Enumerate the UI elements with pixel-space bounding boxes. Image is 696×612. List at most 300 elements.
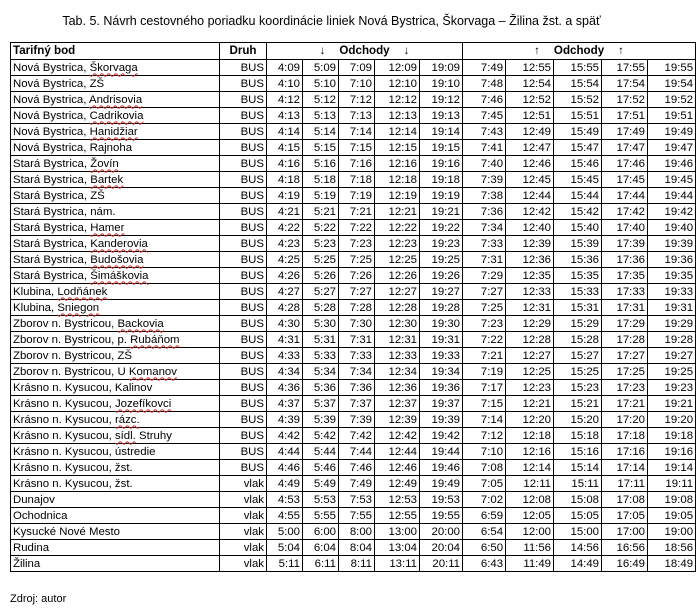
departure-time-return: 15:52 (554, 92, 602, 108)
departure-time-return: 19:55 (648, 60, 696, 76)
departure-time-outbound: 19:14 (420, 124, 463, 140)
departure-time-outbound: 7:23 (339, 236, 375, 252)
departure-time-outbound: 4:26 (267, 268, 303, 284)
departure-time-outbound: 4:14 (267, 124, 303, 140)
table-row (11, 172, 696, 188)
departure-time-return: 7:38 (463, 188, 506, 204)
table-row (11, 284, 696, 300)
transport-kind: BUS (220, 60, 267, 76)
departure-time-return: 17:25 (602, 364, 648, 380)
transport-kind: BUS (220, 252, 267, 268)
stop-name: Nová Bystrica, Cadrikovia (11, 108, 220, 124)
departure-time-return: 15:36 (554, 252, 602, 268)
departure-time-outbound: 12:19 (375, 188, 420, 204)
departure-time-return: 15:28 (554, 332, 602, 348)
departure-time-outbound: 19:25 (420, 252, 463, 268)
departure-time-return: 17:54 (602, 76, 648, 92)
departure-time-return: 7:02 (463, 492, 506, 508)
departure-time-return: 17:35 (602, 268, 648, 284)
departure-time-outbound: 4:12 (267, 92, 303, 108)
departure-time-return: 19:29 (648, 316, 696, 332)
departure-time-return: 19:51 (648, 108, 696, 124)
departure-time-return: 7:10 (463, 444, 506, 460)
stop-name: Krásno n. Kysucou, rázc. (11, 412, 220, 428)
departure-time-return: 19:39 (648, 236, 696, 252)
stop-name: Krásno n. Kysucou, Jozefíkovci (11, 396, 220, 412)
departure-time-outbound: 5:39 (303, 412, 339, 428)
departure-time-outbound: 4:31 (267, 332, 303, 348)
departure-time-outbound: 4:21 (267, 204, 303, 220)
header-departures-return (463, 43, 696, 60)
table-row (11, 556, 696, 572)
departure-time-outbound: 12:36 (375, 380, 420, 396)
departure-time-return: 12:45 (506, 172, 554, 188)
departure-time-return: 12:52 (506, 92, 554, 108)
stop-name: Nová Bystrica, Rajnoha (11, 140, 220, 156)
departure-time-return: 19:20 (648, 412, 696, 428)
departure-time-return: 12:00 (506, 524, 554, 540)
departure-time-return: 7:23 (463, 316, 506, 332)
departure-time-return: 12:40 (506, 220, 554, 236)
departure-time-return: 12:36 (506, 252, 554, 268)
departure-time-outbound: 4:34 (267, 364, 303, 380)
departure-time-return: 17:23 (602, 380, 648, 396)
departure-time-outbound: 4:36 (267, 380, 303, 396)
departure-time-return: 19:35 (648, 268, 696, 284)
table-row (11, 348, 696, 364)
departure-time-return: 7:14 (463, 412, 506, 428)
departure-time-return: 7:49 (463, 60, 506, 76)
departure-time-return: 15:51 (554, 108, 602, 124)
departure-time-outbound: 7:15 (339, 140, 375, 156)
table-row (11, 76, 696, 92)
departure-time-return: 19:40 (648, 220, 696, 236)
departure-time-return: 12:29 (506, 316, 554, 332)
departure-time-return: 15:05 (554, 508, 602, 524)
departure-time-return: 19:28 (648, 332, 696, 348)
departure-time-outbound: 4:10 (267, 76, 303, 92)
departure-time-return: 17:20 (602, 412, 648, 428)
departure-time-return: 19:00 (648, 524, 696, 540)
departure-time-outbound: 5:36 (303, 380, 339, 396)
table-row (11, 332, 696, 348)
departure-time-outbound: 5:34 (303, 364, 339, 380)
stop-name: Zborov n. Bystricou, ZŠ (11, 348, 220, 364)
departure-time-return: 7:21 (463, 348, 506, 364)
departure-time-return: 19:05 (648, 508, 696, 524)
departure-time-outbound: 19:28 (420, 300, 463, 316)
departure-time-outbound: 12:44 (375, 444, 420, 460)
departure-time-outbound: 19:10 (420, 76, 463, 92)
departure-time-return: 19:42 (648, 204, 696, 220)
transport-kind: BUS (220, 348, 267, 364)
departure-time-return: 12:16 (506, 444, 554, 460)
departure-time-return: 15:44 (554, 188, 602, 204)
departure-time-outbound: 12:13 (375, 108, 420, 124)
departure-time-return: 15:21 (554, 396, 602, 412)
departure-time-return: 7:36 (463, 204, 506, 220)
departure-time-outbound: 5:31 (303, 332, 339, 348)
departure-time-return: 12:25 (506, 364, 554, 380)
departure-time-outbound: 7:46 (339, 460, 375, 476)
departure-time-outbound: 12:10 (375, 76, 420, 92)
departure-time-return: 18:49 (648, 556, 696, 572)
departure-time-outbound: 7:30 (339, 316, 375, 332)
header-departures-outbound (267, 43, 463, 60)
departure-time-return: 15:45 (554, 172, 602, 188)
departure-time-return: 19:11 (648, 476, 696, 492)
departure-time-return: 15:29 (554, 316, 602, 332)
departure-time-outbound: 5:37 (303, 396, 339, 412)
departure-time-outbound: 5:26 (303, 268, 339, 284)
departure-time-return: 12:20 (506, 412, 554, 428)
table-row (11, 140, 696, 156)
stop-name: Stará Bystrica, nám. (11, 204, 220, 220)
table-row (11, 252, 696, 268)
departure-time-outbound: 13:04 (375, 540, 420, 556)
departure-time-return: 15:47 (554, 140, 602, 156)
departure-time-return: 17:42 (602, 204, 648, 220)
departure-time-outbound: 19:49 (420, 476, 463, 492)
transport-kind: vlak (220, 556, 267, 572)
departure-time-return: 7:08 (463, 460, 506, 476)
departure-time-outbound: 12:55 (375, 508, 420, 524)
departure-time-outbound: 19:36 (420, 380, 463, 396)
stop-name: Nová Bystrica, Andrisovia (11, 92, 220, 108)
departure-time-outbound: 19:42 (420, 428, 463, 444)
stop-name: Rudina (11, 540, 220, 556)
table-row (11, 156, 696, 172)
departure-time-outbound: 13:11 (375, 556, 420, 572)
departure-time-outbound: 5:30 (303, 316, 339, 332)
table-row (11, 300, 696, 316)
transport-kind: BUS (220, 364, 267, 380)
stop-name: Dunajov (11, 492, 220, 508)
departure-time-outbound: 4:53 (267, 492, 303, 508)
transport-kind: vlak (220, 524, 267, 540)
transport-kind: BUS (220, 76, 267, 92)
departure-time-outbound: 12:26 (375, 268, 420, 284)
departure-time-outbound: 7:13 (339, 108, 375, 124)
departure-time-outbound: 7:26 (339, 268, 375, 284)
departure-time-outbound: 4:16 (267, 156, 303, 172)
departure-time-return: 7:19 (463, 364, 506, 380)
arrow-down-icon: ↓ (319, 44, 326, 57)
departure-time-outbound: 7:09 (339, 60, 375, 76)
source-note: Zdroj: autor (10, 593, 67, 605)
departure-time-outbound: 5:46 (303, 460, 339, 476)
transport-kind: BUS (220, 460, 267, 476)
stop-name: Stará Bystrica, ZŠ (11, 188, 220, 204)
departure-time-return: 19:47 (648, 140, 696, 156)
departure-time-outbound: 19:26 (420, 268, 463, 284)
table-row (11, 60, 696, 76)
departure-time-outbound: 12:09 (375, 60, 420, 76)
departure-time-outbound: 5:12 (303, 92, 339, 108)
departure-time-return: 17:16 (602, 444, 648, 460)
departure-time-return: 19:44 (648, 188, 696, 204)
departure-time-return: 12:14 (506, 460, 554, 476)
departure-time-outbound: 12:23 (375, 236, 420, 252)
transport-kind: BUS (220, 316, 267, 332)
departure-time-outbound: 4:19 (267, 188, 303, 204)
departure-time-return: 19:49 (648, 124, 696, 140)
departure-time-return: 15:27 (554, 348, 602, 364)
transport-kind: BUS (220, 332, 267, 348)
departure-time-return: 15:49 (554, 124, 602, 140)
departure-time-outbound: 4:46 (267, 460, 303, 476)
departure-time-return: 17:33 (602, 284, 648, 300)
departure-time-outbound: 7:49 (339, 476, 375, 492)
departure-time-return: 7:34 (463, 220, 506, 236)
table-row (11, 316, 696, 332)
table-row (11, 476, 696, 492)
departure-time-outbound: 4:15 (267, 140, 303, 156)
departure-time-return: 7:41 (463, 140, 506, 156)
stop-name: Krásno n. Kysucou, Kalinov (11, 380, 220, 396)
arrow-up-icon: ↑ (534, 44, 540, 57)
departure-time-outbound: 5:28 (303, 300, 339, 316)
departure-time-outbound: 5:25 (303, 252, 339, 268)
transport-kind: BUS (220, 268, 267, 284)
departure-time-return: 17:21 (602, 396, 648, 412)
departure-time-return: 15:33 (554, 284, 602, 300)
departure-time-outbound: 19:21 (420, 204, 463, 220)
departure-time-outbound: 4:42 (267, 428, 303, 444)
departure-time-outbound: 7:19 (339, 188, 375, 204)
departure-time-return: 6:50 (463, 540, 506, 556)
departure-time-outbound: 19:44 (420, 444, 463, 460)
departure-time-return: 15:16 (554, 444, 602, 460)
departure-time-return: 19:21 (648, 396, 696, 412)
departure-time-outbound: 19:30 (420, 316, 463, 332)
departure-time-return: 7:39 (463, 172, 506, 188)
departure-time-outbound: 12:53 (375, 492, 420, 508)
departure-time-outbound: 4:18 (267, 172, 303, 188)
table-row (11, 268, 696, 284)
transport-kind: BUS (220, 92, 267, 108)
departure-time-return: 7:12 (463, 428, 506, 444)
departure-time-outbound: 12:33 (375, 348, 420, 364)
departure-time-outbound: 19:27 (420, 284, 463, 300)
header-stop: Tarifný bod (11, 43, 220, 60)
departure-time-outbound: 4:25 (267, 252, 303, 268)
departure-time-outbound: 5:23 (303, 236, 339, 252)
stop-name: Nová Bystrica, Škorvaga (11, 60, 220, 76)
table-row (11, 236, 696, 252)
departure-time-outbound: 12:46 (375, 460, 420, 476)
departure-time-outbound: 7:10 (339, 76, 375, 92)
departure-time-return: 12:27 (506, 348, 554, 364)
stop-name: Krásno n. Kysucou, ústredie (11, 444, 220, 460)
departure-time-return: 17:55 (602, 60, 648, 76)
departure-time-outbound: 5:00 (267, 524, 303, 540)
transport-kind: vlak (220, 540, 267, 556)
departure-time-return: 7:43 (463, 124, 506, 140)
departure-time-outbound: 13:00 (375, 524, 420, 540)
departure-time-return: 15:31 (554, 300, 602, 316)
departure-time-return: 6:43 (463, 556, 506, 572)
departure-time-return: 19:18 (648, 428, 696, 444)
departure-time-outbound: 19:12 (420, 92, 463, 108)
departure-time-return: 17:00 (602, 524, 648, 540)
departure-time-outbound: 12:15 (375, 140, 420, 156)
departure-time-outbound: 19:22 (420, 220, 463, 236)
departure-time-outbound: 5:10 (303, 76, 339, 92)
departure-time-outbound: 6:11 (303, 556, 339, 572)
departure-time-return: 17:49 (602, 124, 648, 140)
departure-time-outbound: 19:16 (420, 156, 463, 172)
departure-time-outbound: 12:21 (375, 204, 420, 220)
departure-time-outbound: 4:23 (267, 236, 303, 252)
departure-time-return: 17:39 (602, 236, 648, 252)
departure-time-return: 19:27 (648, 348, 696, 364)
departure-time-return: 12:55 (506, 60, 554, 76)
departure-time-return: 17:45 (602, 172, 648, 188)
departure-time-return: 11:49 (506, 556, 554, 572)
departure-time-return: 15:46 (554, 156, 602, 172)
departure-time-return: 12:08 (506, 492, 554, 508)
departure-time-return: 12:11 (506, 476, 554, 492)
departure-time-return: 7:29 (463, 268, 506, 284)
departure-time-outbound: 7:25 (339, 252, 375, 268)
departure-time-outbound: 5:27 (303, 284, 339, 300)
departure-time-return: 12:44 (506, 188, 554, 204)
transport-kind: BUS (220, 428, 267, 444)
departure-time-return: 7:46 (463, 92, 506, 108)
departure-time-outbound: 4:09 (267, 60, 303, 76)
table-row (11, 92, 696, 108)
departure-time-return: 12:23 (506, 380, 554, 396)
departure-time-outbound: 4:37 (267, 396, 303, 412)
departure-time-return: 6:54 (463, 524, 506, 540)
departure-time-outbound: 5:33 (303, 348, 339, 364)
stop-name: Žilina (11, 556, 220, 572)
departure-time-outbound: 12:42 (375, 428, 420, 444)
departure-time-outbound: 7:21 (339, 204, 375, 220)
departure-time-return: 19:31 (648, 300, 696, 316)
departure-time-return: 12:18 (506, 428, 554, 444)
departure-time-outbound: 5:22 (303, 220, 339, 236)
departure-time-outbound: 5:19 (303, 188, 339, 204)
departure-time-outbound: 5:15 (303, 140, 339, 156)
departure-time-return: 7:27 (463, 284, 506, 300)
stop-name: Nová Bystrica, ZŠ (11, 76, 220, 92)
departure-time-outbound: 19:55 (420, 508, 463, 524)
table-row (11, 124, 696, 140)
departure-time-outbound: 7:28 (339, 300, 375, 316)
transport-kind: vlak (220, 508, 267, 524)
stop-name: Klubina, Lodňánek (11, 284, 220, 300)
timetable (10, 42, 696, 572)
departure-time-return: 19:25 (648, 364, 696, 380)
departure-time-outbound: 5:04 (267, 540, 303, 556)
departure-time-outbound: 5:14 (303, 124, 339, 140)
departure-time-return: 16:56 (602, 540, 648, 556)
stop-name: Ochodnica (11, 508, 220, 524)
transport-kind: BUS (220, 156, 267, 172)
departure-time-return: 11:56 (506, 540, 554, 556)
departure-time-outbound: 19:23 (420, 236, 463, 252)
departure-time-return: 14:49 (554, 556, 602, 572)
departure-time-return: 17:14 (602, 460, 648, 476)
table-row (11, 380, 696, 396)
departure-time-outbound: 8:00 (339, 524, 375, 540)
departure-time-outbound: 8:11 (339, 556, 375, 572)
departure-time-outbound: 19:53 (420, 492, 463, 508)
departure-time-outbound: 19:37 (420, 396, 463, 412)
departure-time-outbound: 12:25 (375, 252, 420, 268)
header-row (11, 43, 696, 60)
departure-time-outbound: 20:04 (420, 540, 463, 556)
departure-time-outbound: 7:16 (339, 156, 375, 172)
departure-time-return: 7:48 (463, 76, 506, 92)
table-caption: Tab. 5. Návrh cestovného poriadku koordinácie liniek Nová Bystrica, Škorvaga – Žilina žst. a späť (62, 14, 601, 28)
departure-time-outbound: 19:33 (420, 348, 463, 364)
transport-kind: BUS (220, 380, 267, 396)
departure-time-outbound: 5:16 (303, 156, 339, 172)
departure-time-outbound: 19:31 (420, 332, 463, 348)
departure-time-outbound: 12:30 (375, 316, 420, 332)
transport-kind: BUS (220, 284, 267, 300)
departure-time-outbound: 19:09 (420, 60, 463, 76)
departure-time-outbound: 7:37 (339, 396, 375, 412)
transport-kind: BUS (220, 124, 267, 140)
departure-time-return: 7:17 (463, 380, 506, 396)
departure-time-outbound: 4:13 (267, 108, 303, 124)
transport-kind: BUS (220, 300, 267, 316)
table-row (11, 492, 696, 508)
departure-time-outbound: 7:36 (339, 380, 375, 396)
departure-time-return: 17:11 (602, 476, 648, 492)
departure-time-return: 12:33 (506, 284, 554, 300)
departure-time-return: 15:25 (554, 364, 602, 380)
departure-time-outbound: 5:49 (303, 476, 339, 492)
departure-time-return: 12:46 (506, 156, 554, 172)
transport-kind: BUS (220, 444, 267, 460)
stop-name: Krásno n. Kysucou, sídl. Struhy (11, 428, 220, 444)
departure-time-return: 7:15 (463, 396, 506, 412)
header-departures-label: Odchody (339, 44, 390, 57)
departure-time-outbound: 7:12 (339, 92, 375, 108)
table-row (11, 540, 696, 556)
departure-time-outbound: 7:34 (339, 364, 375, 380)
departure-time-return: 12:05 (506, 508, 554, 524)
departure-time-outbound: 20:11 (420, 556, 463, 572)
departure-time-return: 12:35 (506, 268, 554, 284)
departure-time-return: 15:23 (554, 380, 602, 396)
departure-time-outbound: 12:49 (375, 476, 420, 492)
departure-time-outbound: 19:13 (420, 108, 463, 124)
departure-time-return: 19:23 (648, 380, 696, 396)
departure-time-return: 17:36 (602, 252, 648, 268)
departure-time-return: 12:49 (506, 124, 554, 140)
departure-time-outbound: 7:33 (339, 348, 375, 364)
departure-time-outbound: 12:12 (375, 92, 420, 108)
departure-time-return: 19:33 (648, 284, 696, 300)
departure-time-outbound: 19:19 (420, 188, 463, 204)
departure-time-return: 17:05 (602, 508, 648, 524)
stop-name: Stará Bystrica, Hamer (11, 220, 220, 236)
departure-time-outbound: 12:28 (375, 300, 420, 316)
stop-name: Stará Bystrica, Bartek (11, 172, 220, 188)
departure-time-outbound: 7:39 (339, 412, 375, 428)
departure-time-return: 15:11 (554, 476, 602, 492)
departure-time-outbound: 4:33 (267, 348, 303, 364)
stop-name: Krásno n. Kysucou, žst. (11, 460, 220, 476)
departure-time-outbound: 19:46 (420, 460, 463, 476)
departure-time-return: 17:51 (602, 108, 648, 124)
